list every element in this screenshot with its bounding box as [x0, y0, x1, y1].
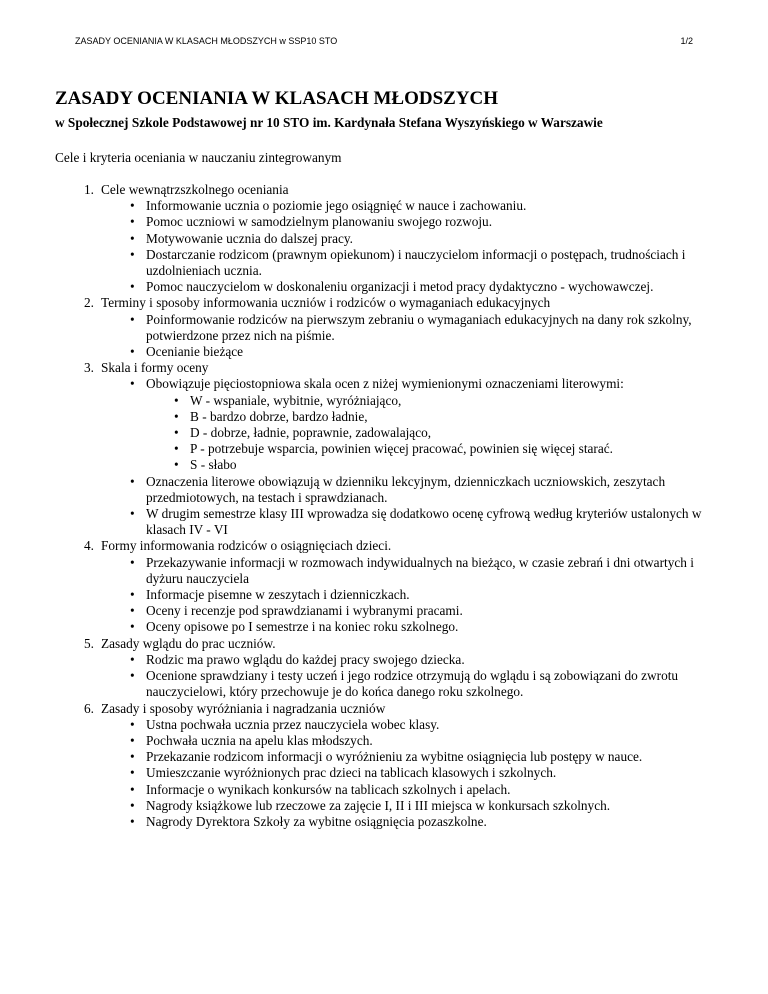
section-heading: [0, 182, 768, 198]
header-title: ZASADY OCENIANIA W KLASACH MŁODSZYCH w SSP10 STO: [75, 36, 338, 46]
bullet-icon: •: [130, 749, 135, 765]
section-number: 3.: [84, 360, 94, 376]
list-item-text: Pomoc nauczycielom w doskonaleniu organizacji i metod pracy dydaktyczno - wychowawczej.: [146, 279, 654, 295]
list-item: [0, 717, 768, 733]
list-item: [0, 247, 768, 279]
list-item-text: Obowiązuje pięciostopniowa skala ocen z niżej wymienionymi oznaczeniami literowymi:: [146, 376, 624, 392]
bullet-icon: •: [130, 668, 135, 684]
bullet-icon: •: [130, 376, 135, 392]
section-heading: [0, 360, 768, 376]
bullet-icon: •: [130, 732, 135, 748]
list-item-text: W - wspaniale, wybitnie, wyróżniająco,: [190, 392, 402, 408]
list-item: [0, 798, 768, 814]
document-subtitle: w Społecznej Szkole Podstawowej nr 10 STO im. Kardynała Stefana Wyszyńskiego w Warszawie: [55, 115, 603, 130]
list-item-text: Oznaczenia literowe obowiązują w dzienniku lekcyjnym, dzienniczkach uczniowskich, zeszytach przedmiotowych, na testach i sprawdzianach.: [146, 473, 666, 505]
bullet-icon: •: [130, 554, 135, 570]
list-item: [0, 814, 768, 830]
list-item-text: P - potrzebuje wsparcia, powinien więcej pracować, powinien się więcej starać.: [190, 441, 613, 457]
grade-item: [0, 409, 768, 425]
list-item-text: Przekazanie rodzicom informacji o wyróżnieniu za wybitne osiągnięcia lub postępy w nauce.: [146, 749, 643, 765]
document-title: ZASADY OCENIANIA W KLASACH MŁODSZYCH: [55, 88, 499, 109]
section-title: Zasady i sposoby wyróżniania i nagradzania uczniów: [101, 700, 386, 716]
intro-heading: Cele i kryteria oceniania w nauczaniu zintegrowanym: [55, 150, 342, 165]
list-item-text: Rodzic ma prawo wglądu do każdej pracy swojego dziecka.: [146, 651, 465, 667]
list-item: [0, 668, 768, 700]
list-item-text: Przekazywanie informacji w rozmowach indywidualnych na bieżąco, w czasie zebrań i dni otwartych i dyżuru nauczyciela: [146, 554, 694, 586]
bullet-icon: •: [130, 230, 135, 246]
section-number: 6.: [84, 700, 94, 716]
list-item-text: Ocenione sprawdziany i testy uczeń i jego rodzice otrzymują do wglądu i są zobowiązani do zwrotu nauczycielowi, który przechowuje je do końca danego roku szkolnego.: [146, 668, 679, 700]
list-item-text: Ustna pochwała ucznia przez nauczyciela wobec klasy.: [146, 716, 440, 732]
grade-item: [0, 457, 768, 473]
section-number: 1.: [84, 182, 94, 197]
bullet-icon: •: [174, 425, 179, 441]
list-item-text: Nagrody Dyrektora Szkoły za wybitne osiągnięcia pozaszkolne.: [146, 813, 487, 829]
section-title: Skala i formy oceny: [101, 360, 209, 376]
page-header: [75, 36, 693, 50]
section-heading: [0, 295, 768, 311]
section-number: 5.: [84, 635, 94, 651]
section-title: Terminy i sposoby informowania uczniów i rodziców o wymaganiach edukacyjnych: [101, 295, 551, 311]
section-title: Formy informowania rodziców o osiągnięciach dzieci.: [101, 538, 392, 554]
list-item-text: Informacje o wynikach konkursów na tablicach szkolnych i apelach.: [146, 781, 511, 797]
section-number: 4.: [84, 538, 94, 554]
list-item: [0, 312, 768, 344]
list-item: [0, 214, 768, 230]
list-item-text: Pochwała ucznia na apelu klas młodszych.: [146, 732, 373, 748]
list-item: [0, 279, 768, 295]
grade-item: [0, 441, 768, 457]
section-heading: [0, 636, 768, 652]
list-item-text: Informacje pisemne w zeszytach i dzienniczkach.: [146, 587, 410, 603]
bullet-icon: •: [174, 392, 179, 408]
section-title: Cele wewnątrzszkolnego oceniania: [101, 182, 289, 197]
bullet-icon: •: [130, 813, 135, 829]
bullet-icon: •: [130, 587, 135, 603]
bullet-icon: •: [130, 603, 135, 619]
bullet-icon: •: [130, 619, 135, 635]
list-item: [0, 198, 768, 214]
bullet-icon: •: [130, 311, 135, 327]
bullet-icon: •: [130, 344, 135, 360]
grade-item: [0, 393, 768, 409]
bullet-icon: •: [174, 457, 179, 473]
bullet-icon: •: [130, 651, 135, 667]
list-item: [0, 733, 768, 749]
bullet-icon: •: [130, 797, 135, 813]
list-item: [0, 344, 768, 360]
list-item: [0, 765, 768, 781]
list-item: [0, 652, 768, 668]
bullet-icon: •: [130, 279, 135, 295]
list-item-text: Informowanie ucznia o poziomie jego osiągnięć w nauce i zachowaniu.: [146, 198, 527, 214]
list-item-text: S - słabo: [190, 457, 237, 473]
bullet-icon: •: [130, 765, 135, 781]
bullet-icon: •: [130, 506, 135, 522]
list-item-text: Ocenianie bieżące: [146, 344, 244, 360]
list-item: [0, 231, 768, 247]
document-body: [0, 182, 768, 830]
list-item-text: W drugim semestrze klasy III wprowadza się dodatkowo ocenę cyfrową według kryteriów ustalonych w klasach IV - VI: [146, 506, 702, 538]
list-item-text: Dostarczanie rodzicom (prawnym opiekunom) i nauczycielom informacji o postępach, trudnościach i uzdolnieniach ucznia.: [146, 246, 686, 279]
list-item: [0, 619, 768, 635]
bullet-icon: •: [130, 473, 135, 489]
bullet-icon: •: [130, 716, 135, 732]
section-title: Zasady wglądu do prac uczniów.: [101, 635, 276, 651]
list-item: [0, 749, 768, 765]
section-heading: [0, 701, 768, 717]
list-item: [0, 782, 768, 798]
list-item: [0, 376, 768, 392]
list-item-text: Pomoc uczniowi w samodzielnym planowaniu swojego rozwoju.: [146, 214, 493, 230]
list-item-text: Nagrody książkowe lub rzeczowe za zajęcie I, II i III miejsca w konkursach szkolnych.: [146, 797, 611, 813]
list-item: [0, 474, 768, 506]
list-item-text: Oceny i recenzje pod sprawdzianami i wybranymi pracami.: [146, 603, 463, 619]
list-item-text: B - bardzo dobrze, bardzo ładnie,: [190, 408, 368, 424]
section-heading: [0, 538, 768, 554]
list-item: [0, 587, 768, 603]
list-item-text: Oceny opisowe po I semestrze i na koniec roku szkolnego.: [146, 619, 459, 635]
page-number: 1/2: [680, 36, 693, 46]
grade-item: [0, 425, 768, 441]
bullet-icon: •: [130, 198, 135, 214]
bullet-icon: •: [174, 441, 179, 457]
list-item-text: D - dobrze, ładnie, poprawnie, zadowalająco,: [190, 425, 432, 441]
bullet-icon: •: [130, 781, 135, 797]
bullet-icon: •: [174, 408, 179, 424]
list-item-text: Umieszczanie wyróżnionych prac dzieci na tablicach klasowych i szkolnych.: [146, 765, 557, 781]
list-item: [0, 506, 768, 538]
bullet-icon: •: [130, 214, 135, 230]
bullet-icon: •: [130, 246, 135, 262]
list-item-text: Poinformowanie rodziców na pierwszym zebraniu o wymaganiach edukacyjnych na dany rok szkolny, potwierdzone przez nich na piśmie.: [146, 311, 692, 343]
list-item-text: Motywowanie ucznia do dalszej pracy.: [146, 230, 354, 246]
section-number: 2.: [84, 295, 94, 311]
list-item: [0, 603, 768, 619]
list-item: [0, 555, 768, 587]
